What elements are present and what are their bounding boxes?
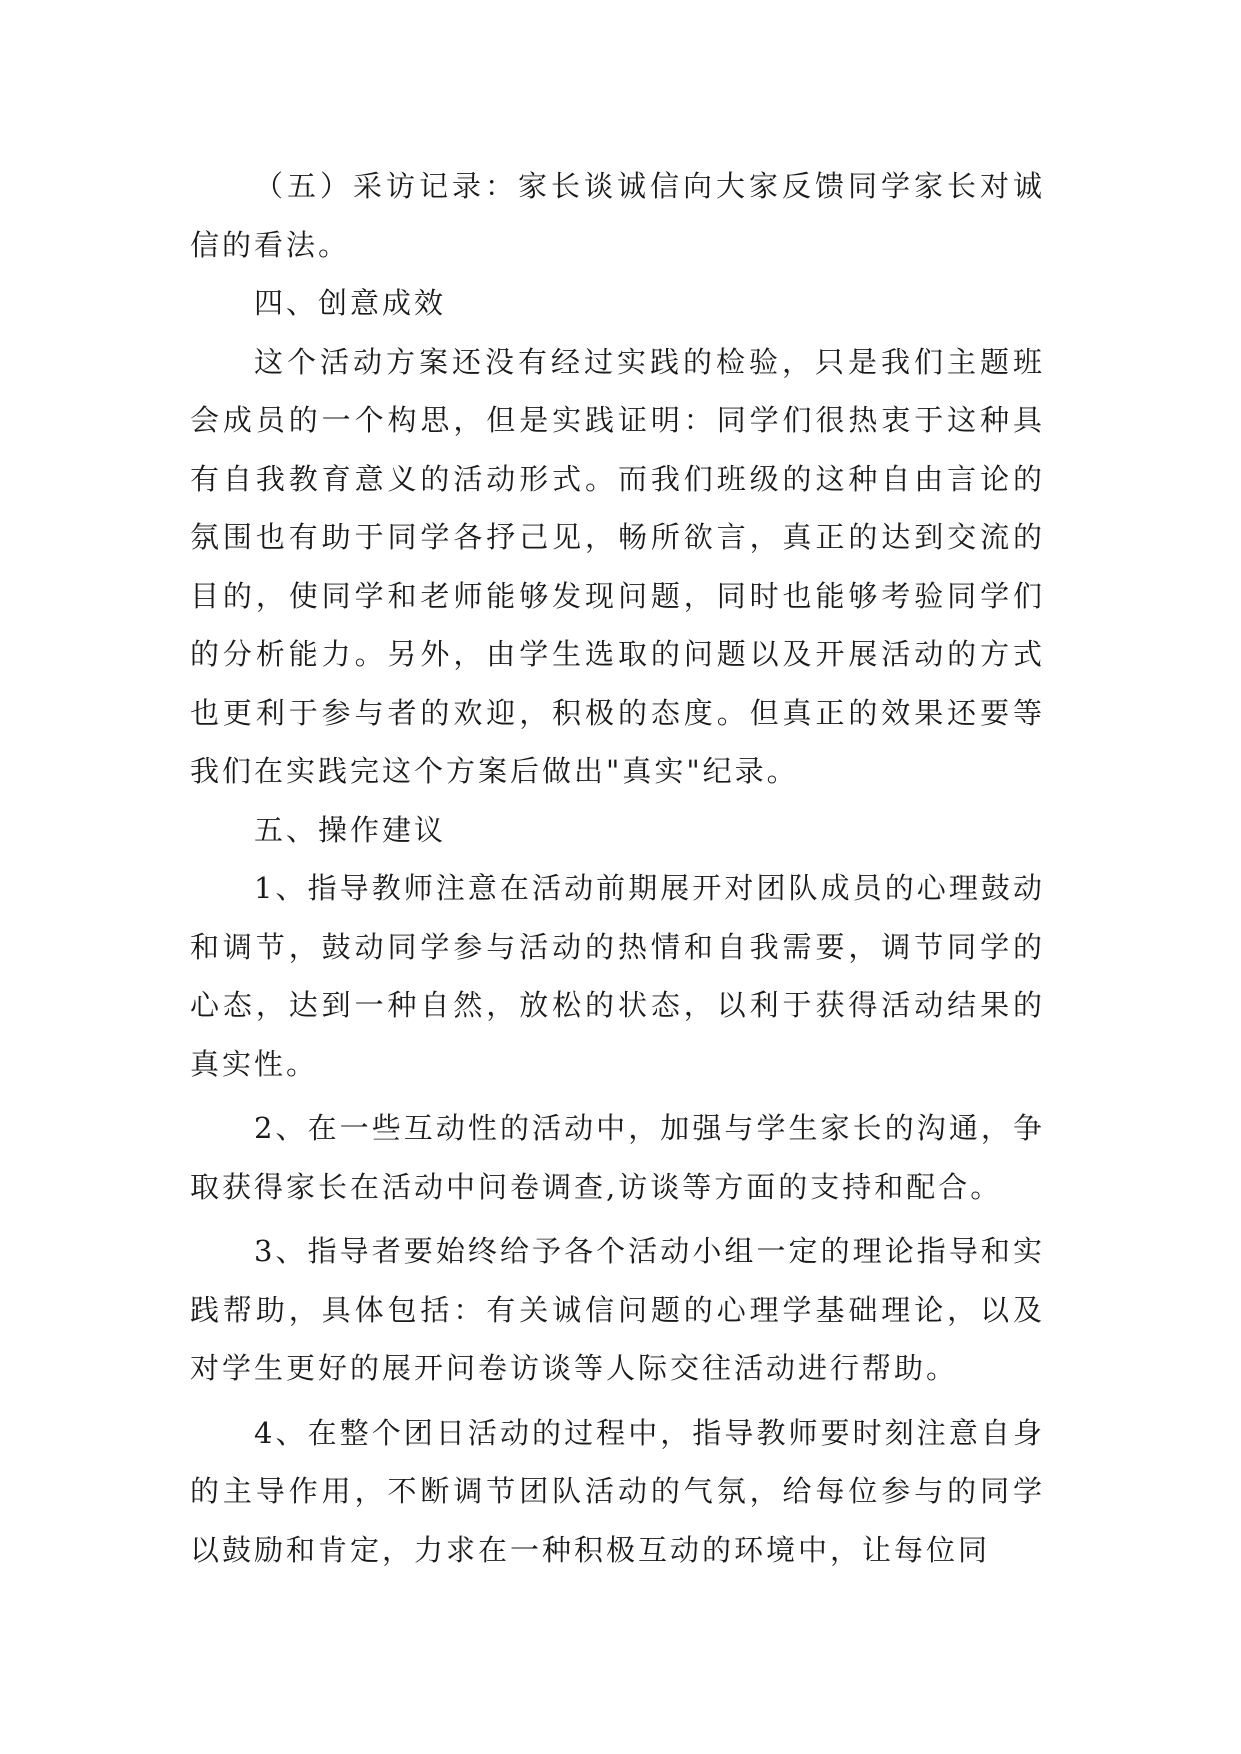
paragraph-creative-results: 这个活动方案还没有经过实践的检验，只是我们主题班会成员的一个构思，但是实践证明：同学们很热衷于这种具有自我教育意义的活动形式。而我们班级的这种自由言论的氛围也有助于同学各抒己见，畅所欲言，真正的达到交流的目的，使同学和老师能够发现问题，同时也能够考验同学们的分析能力。另外，由学生选取的问题以及开展活动的方式也更利于参与者的欢迎，积极的态度。但真正的效果还要等我们在实践完这个方案后做出"真实"纪录。 [190,344,1045,788]
paragraph-suggestion-2: 2、在一些互动性的活动中，加强与学生家长的沟通，争取获得家长在活动中问卷调查,访谈等方面的支持和配合。 [190,1111,1045,1204]
paragraph-interview-record: （五）采访记录：家长谈诚信向大家反馈同学家长对诚信的看法。 [190,169,1045,262]
document-page [190,157,1045,1579]
paragraph-suggestion-3: 3、指导者要始终给予各个活动小组一定的理论指导和实践帮助，具体包括：有关诚信问题的心理学基础理论，以及对学生更好的展开问卷访谈等人际交往活动进行帮助。 [190,1234,1045,1385]
paragraph-suggestion-1: 1、指导教师注意在活动前期展开对团队成员的心理鼓动和调节，鼓动同学参与活动的热情和自我需要，调节同学的心态，达到一种自然，放松的状态，以利于获得活动结果的真实性。 [190,871,1045,1081]
paragraph-suggestion-4: 4、在整个团日活动的过程中，指导教师要时刻注意自身的主导作用，不断调节团队活动的气氛，给每位参与的同学以鼓励和肯定，力求在一种积极互动的环境中，让每位同 [190,1415,1045,1567]
heading-operation-suggestions: 五、操作建议 [254,812,447,847]
heading-creative-results: 四、创意成效 [254,286,447,320]
